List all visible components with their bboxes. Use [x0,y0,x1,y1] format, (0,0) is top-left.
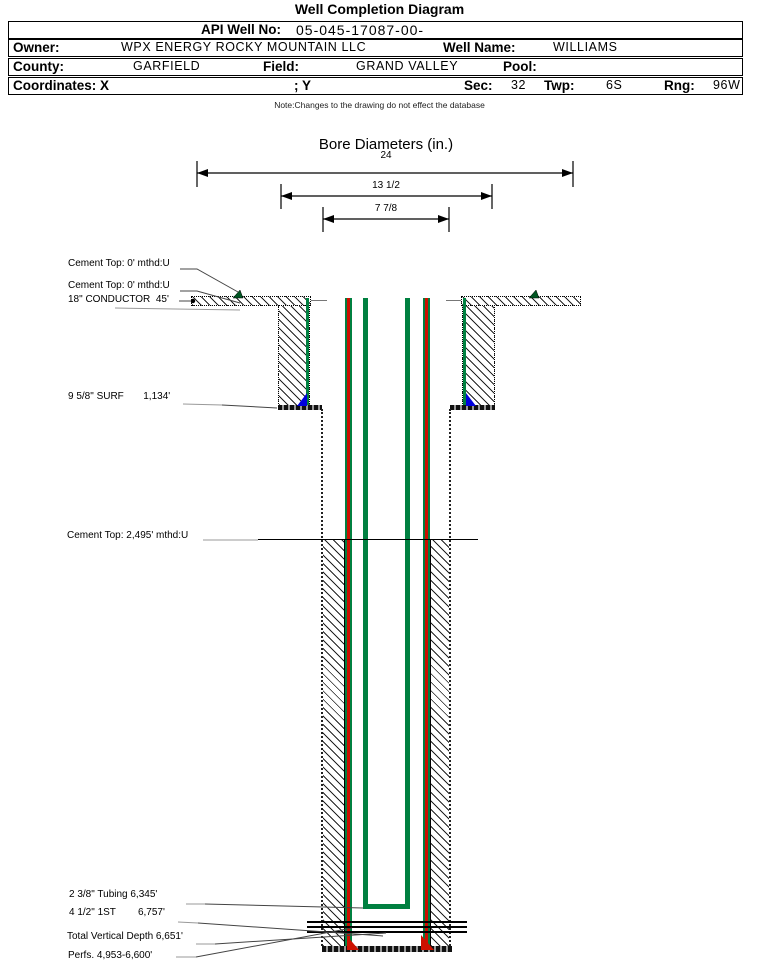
tubing-string [363,298,410,909]
surface-casing-inner-line-right [463,298,466,407]
owner-label: Owner: [13,40,60,55]
county-label: County: [13,59,64,74]
sec-value: 32 [511,78,527,92]
label-cement-top-0-a: Cement Top: 0' mthd:U [68,258,170,269]
note-text: Note:Changes to the drawing do not effect the database [274,100,485,110]
production-casing-left [345,298,352,946]
arrowhead-24-right [562,169,573,177]
dimension-label-7-7-8: 7 7/8 [374,203,398,214]
surface-casing-right [462,305,495,406]
field-value: GRAND VALLEY [356,59,459,73]
label-production-casing: 4 1/2" 1ST 6,757' [69,907,165,918]
leader-tvd [215,933,386,944]
perforation-line-3 [307,931,467,933]
ground-line-stub-left [311,300,327,301]
label-surface-casing: 9 5/8" SURF 1,134' [68,391,171,402]
perforation-line-1 [307,921,467,923]
cement-hatch-left [323,539,345,946]
arrowhead-7-left [323,215,334,223]
surface-shoe-bar-right [450,405,495,410]
pool-label: Pool: [503,59,537,74]
borehole-wall-right [449,409,451,946]
table-row-api [8,21,743,39]
label-total-vertical-depth: Total Vertical Depth 6,651' [67,931,183,942]
sec-label: Sec: [464,78,493,93]
production-casing-right [423,298,430,946]
dimension-label-24: 24 [380,150,392,161]
label-conductor: 18" CONDUCTOR 45' [68,294,169,305]
county-value: GARFIELD [133,59,201,73]
label-cement-top-2495: Cement Top: 2,495' mthd:U [67,530,189,541]
page-title: Well Completion Diagram [294,1,465,17]
label-tubing: 2 3/8" Tubing 6,345' [69,889,158,900]
well-name-value: WILLIAMS [553,40,618,54]
perforation-line-2 [307,926,467,928]
bore-diameters-title: Bore Diameters (in.) [318,136,454,153]
owner-value: WPX ENERGY ROCKY MOUNTAIN LLC [121,40,367,54]
arrowhead-24-left [197,169,208,177]
coordinates-label: Coordinates: X [13,78,110,93]
rng-value: 96W [713,78,741,92]
surface-shoe-bar-left [278,405,322,410]
rng-label: Rng: [664,78,695,93]
cement-hatch-right [430,539,449,946]
api-well-no-label: API Well No: [200,22,281,37]
arrowhead-13-left [281,192,292,200]
well-bottom-bar [322,946,452,952]
dimension-label-13-1-2: 13 1/2 [372,180,400,191]
surface-casing-inner-line-left [306,298,309,407]
field-label: Field: [263,59,299,74]
api-well-no-value: 05-045-17087-00- [296,22,425,38]
coordinate-y-label: ; Y [294,78,312,93]
leader-underlines [115,308,258,957]
twp-value: 6S [606,78,623,92]
label-perforations: Perfs. 4,953-6,600' [68,950,153,961]
leader-cement-top-a [180,269,238,292]
leader-surface [222,405,277,408]
table-row-county [8,58,743,76]
table-row-owner [8,39,743,57]
ground-line-stub-right [446,300,461,301]
table-row-coordinates [8,77,743,95]
leader-production [198,923,383,936]
arrowhead-7-right [438,215,449,223]
label-cement-top-0-b: Cement Top: 0' mthd:U [68,280,170,291]
well-name-label: Well Name: [443,40,516,55]
twp-label: Twp: [544,78,575,93]
arrowhead-13-right [481,192,492,200]
